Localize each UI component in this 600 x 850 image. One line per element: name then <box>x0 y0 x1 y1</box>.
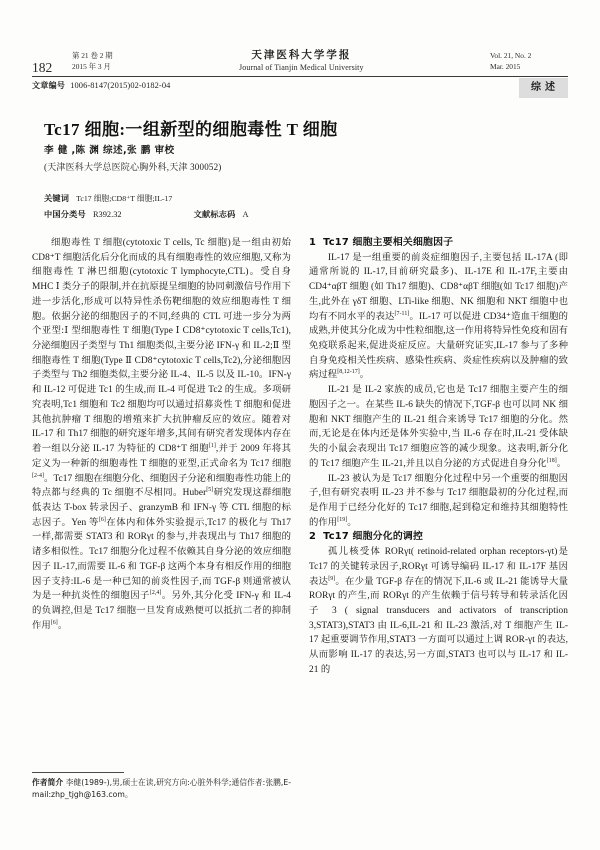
issue-date-cn: 2015 年 3 月 <box>72 62 111 72</box>
reference-marker: [6] <box>98 516 106 523</box>
reference-marker: [7-11] <box>394 310 410 317</box>
reference-marker: [8,12-17] <box>337 369 360 376</box>
reference-marker: [9] <box>328 575 336 582</box>
reference-marker: [6] <box>50 619 58 626</box>
volume-issue-en: Vol. 21, No. 2 <box>490 50 532 60</box>
body-columns <box>32 236 568 678</box>
issue-info-en <box>490 51 568 74</box>
cc-label: 中国分类号 <box>44 209 86 219</box>
left-column <box>32 236 291 678</box>
section-number-1: 1 <box>309 237 317 248</box>
journal-title-en: Journal of Tianjin Medical University <box>239 62 364 72</box>
article-number-label: 文章编号 <box>32 81 66 90</box>
section-heading-2 <box>309 530 568 545</box>
section-title-2: Tc17 细胞分化的调控 <box>323 531 424 543</box>
dc-value: A <box>242 210 249 219</box>
issue-info-cn <box>68 51 113 74</box>
reference-marker: [1] <box>208 442 216 449</box>
body-paragraph: IL-21 是 IL-2 家族的成员,它也是 Tc17 细胞主要产生的细胞因子之一。在某些 IL-6 缺失的情况下,TGF-β 也可以同 NK 细胞和 NKT 细胞产生的 IL-21 组合来诱导 Tc17 细胞的分化。然而,无论是在体内还是体外实验中,当 IL-6 存在时,IL-21 受体缺失的小鼠会表现出 Tc17 细胞应答的减少现象。这表明,新分化的 Tc17 细胞产生 IL-21,并且以自分泌的方式促进自身分化[18]。 <box>309 385 568 469</box>
reference-marker: [18] <box>546 457 557 464</box>
footnote-text <box>32 777 291 801</box>
body-paragraph: IL-23 被认为是 Tc17 细胞分化过程中另一个重要的细胞因子,但有研究表明 IL-23 并不参与 Tc17 细胞最初的分化过程,而是作用于已经分化好的 Tc17 细胞,起到稳定和维持其细胞特性的作用[19]。 <box>309 473 568 528</box>
body-paragraph: 孤儿核受体 RORγt( retinoid-related orphan receptors-γt)是 Tc17 的关键转录因子,RORγt 可诱导编码 IL-17 和 IL-17F 基因表达[9]。在少量 TGF-β 存在的情况下,IL-6 或 IL-21 能诱导大量 RORγt 的产生,而 RORγt 的产生依赖于信号转导和转录活化因子 3 ( signal transducers and activators of transcription 3,STAT3),STAT3 由 IL-6,IL-21 和 IL-23 激活,对 T 细胞产生 IL-17 起重要调节作用,STAT3 一方面可以通过上调 ROR-γt 的表达,从而影响 IL-17 的表达,另一方面,STAT3 也可以与 IL-17 和 IL-21 的 <box>309 547 568 675</box>
reference-marker: [5] <box>206 487 214 494</box>
article-number <box>32 80 170 91</box>
reference-marker: [19] <box>337 516 348 523</box>
footnote-label: 作者简介 <box>32 778 64 787</box>
dc-label: 文献标志码 <box>193 209 236 219</box>
reference-marker: [2,4] <box>149 590 162 597</box>
cc-value: R392.32 <box>92 210 122 219</box>
article-number-value: 1006-8147(2015)02-0182-04 <box>70 81 171 90</box>
author-list: 李 健 ,陈 渊 综述,张 鹏 审校 <box>44 145 175 156</box>
journal-masthead <box>113 49 490 73</box>
volume-issue-cn: 第 21 卷 2 期 <box>72 50 113 60</box>
body-paragraph: 细胞毒性 T 细胞(cytotoxic T cells, Tc 细胞)是一组由初始 CD8⁺T 细胞活化后分化而成的具有细胞毒性的效应细胞,又称为细胞毒性 T 淋巴细胞(cytotoxic T lymphocyte,CTL)。受自身 MHC Ⅰ 类分子的限制,并在抗原提呈细胞的协同刺激信号作用下进一步活化,形成可以特异性杀伤靶细胞的效应细胞毒性 T 细胞。依据分泌的细胞因子的不同,经典的 CTL 可进一步分为两个亚型:Ⅰ 型细胞毒性 T 细胞(Type Ⅰ CD8⁺cytotoxic T cells,Tc1),分泌细胞因子类型与 Th1 细胞类似,主要分泌 IFN-γ 和 IL-2;Ⅱ 型细胞毒性 T 细胞(Type Ⅱ CD8⁺cytotoxic T cells,Tc2),分泌细胞因子类型与 Th2 细胞类似,主要分泌 IL-4、IL-5 以及 IL-10。IFN-γ 和 IL-12 可促进 Tc1 的生成,而 IL-4 可促进 Tc2 的生成。多项研究表明,Tc1 细胞和 Tc2 细胞均可以通过招募炎性 T 细胞和促进其他抗肿瘤 T 细胞的增殖来扩大抗肿瘤反应的效应。随着对 IL-17 和 Th17 细胞的研究逐年增多,其间有研究者发现体内存在着一组以分泌 IL-17 为特征的 CD8⁺T 细胞[1],并于 2009 年将其定义为一种新的细胞毒性 T 细胞的亚型,正式命名为 Tc17 细胞[2-4]。Tc17 细胞在细胞分化、细胞因子分泌和细胞毒性功能上的特点都与经典的 Tc 细胞不尽相同。Huber[5]研究发现这群细胞低表达 T-box 转录因子、granzymB 和 IFN-γ 等 CTL 细胞的标志因子。Yen 等[6]在体内和体外实验提示,Tc17 的极化与 Th17 一样,都需要 STAT3 和 RORγt 的参与,并表现出与 Th17 细胞的诸多相似性。Tc17 细胞分化过程不依赖其自身分泌的效应细胞因子 IL-17,而需要 IL-6 和 TGF-β 这两个本身有相反作用的细胞因子支持:IL-6 是一种已知的前炎性因子,而 TGF-β 则通常被认为是一种抗炎性的细胞因子[2,4]。另外,其分化受 IFN-γ 和 IL-4 的负调控,但是 Tc17 细胞一旦发育成熟便可以抵抗二者的抑制作用[6]。 <box>32 238 292 631</box>
page-folio: 182 <box>32 59 53 75</box>
author-affiliation: (天津医科大学总医院心胸外科,天津 300052) <box>44 162 222 172</box>
section-number-2: 2 <box>309 531 317 543</box>
issue-date-en: Mar. 2015 <box>490 62 521 72</box>
keywords-row <box>44 193 172 204</box>
footnote-block <box>32 772 291 801</box>
keywords-value: Tc17 细胞;CD8⁺T 细胞;IL-17 <box>76 194 173 203</box>
section-heading-1 <box>309 236 568 251</box>
running-head <box>32 42 568 77</box>
keywords-label: 关键词 <box>44 193 70 203</box>
footnote-rule <box>32 772 124 773</box>
section-title-1: Tc17 细胞主要相关细胞因子 <box>323 237 454 248</box>
right-column <box>309 236 568 678</box>
reference-marker: [2-4] <box>32 472 45 479</box>
footnote-body: 李健(1989-),男,硕士在读,研究方向:心脏外科学;通信作者:张鹏,E-mail:zhp_tjgh@163.com。 <box>32 778 291 800</box>
article-title: Tc17 细胞:一组新型的细胞毒性 T 细胞 <box>44 120 338 140</box>
journal-title-cn: 天津医科大学学报 <box>251 49 352 62</box>
classification-row <box>44 209 444 220</box>
category-badge: 综述 <box>519 78 568 98</box>
body-paragraph: IL-17 是一组重要的前炎症细胞因子,主要包括 IL-17A (即通常所说的 IL-17,目前研究最多)、IL-17E 和 IL-17F,主要由 CD4⁺αβT 细胞 (如 Th17 细胞)、CD8⁺αβT 细胞(如 Tc17 细胞)产生,此外在 γδT 细胞、LTi-like 细胞、NK 细胞和 NKT 细胞中也均有不同水平的表达[7-11]。IL-17 可以促进 CD34⁺造血干细胞的成熟,并使其分化成为中性粒细胞,这一作用将特异性免疫和固有免疫联系起来,促进炎症反应。大量研究证实,IL-17 参与了多种自身免疫相关性疾病、感染性疾病、炎症性疾病以及肿瘤的致病过程[8,12-17]。 <box>309 252 568 381</box>
